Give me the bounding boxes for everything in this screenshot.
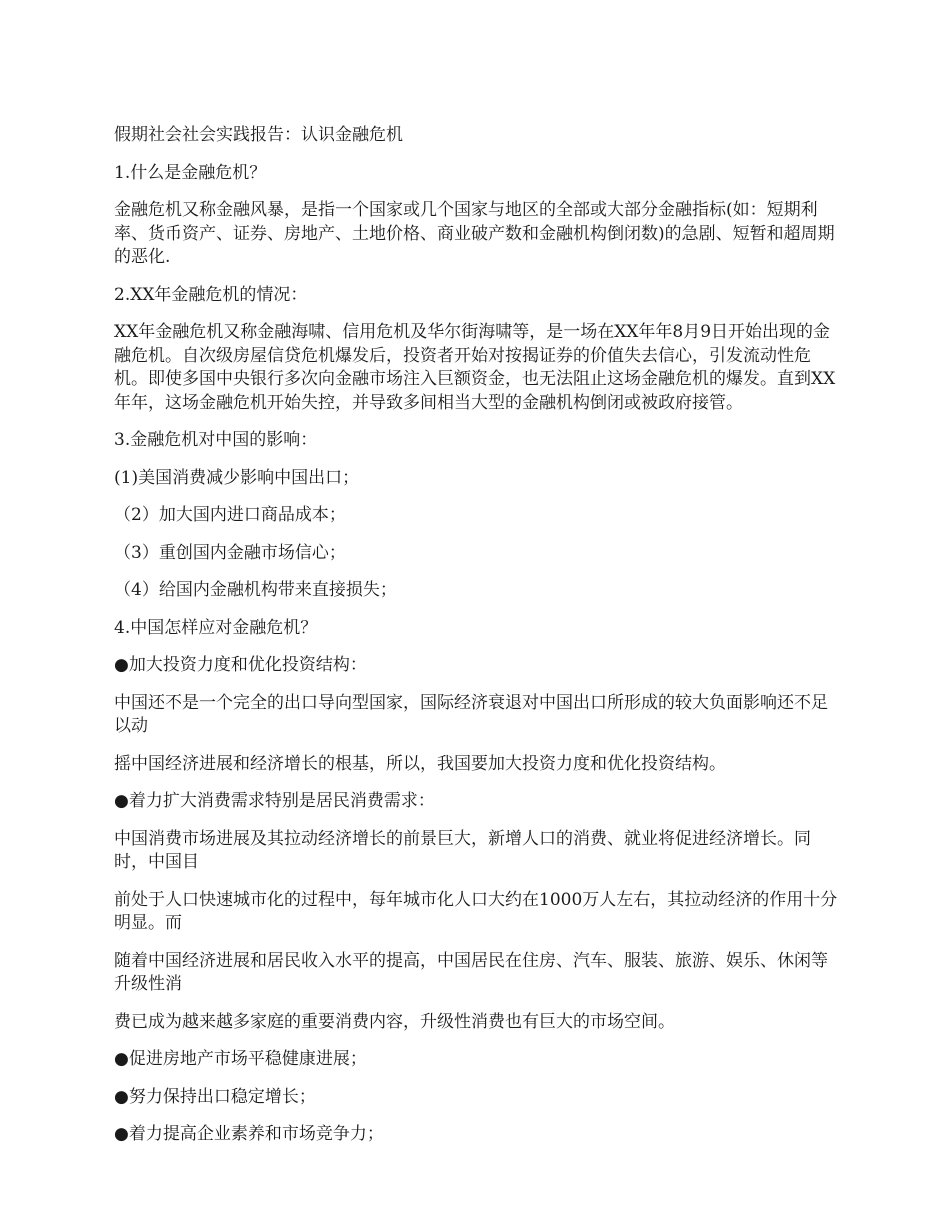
paragraph-consumption-1: 中国消费市场进展及其拉动经济增长的前景巨大，新增人口的消费、就业将促进经济增长。同时，中国目 (114, 828, 811, 872)
document-title: 假期社会社会实践报告：认识金融危机 (114, 125, 403, 145)
paragraph-consumption-3: 随着中国经济进展和居民收入水平的提高，中国居民在住房、汽车、服装、旅游、娱乐、休闲等升级性消 (114, 950, 828, 994)
section-heading-1: 1.什么是金融危机？ (114, 162, 267, 183)
section-heading-2: 2.XX年金融危机的情况： (114, 284, 308, 305)
measure-heading-enterprise: ●着力提高企业素养和市场竞争力； (114, 1124, 384, 1144)
section-heading-4: 4.中国怎样应对金融危机？ (114, 617, 318, 638)
measure-heading-exports: ●努力保持出口稳定增长； (114, 1086, 316, 1107)
measure-heading-real-estate: ●促进房地产市场平稳健康进展； (114, 1049, 367, 1069)
paragraph-investment-2: 摇中国经济进展和经济增长的根基，所以，我国要加大投资力度和优化投资结构。 (114, 753, 726, 774)
paragraph-definition: 金融危机又称金融风暴，是指一个国家或几个国家与地区的全部或大部分金融指标(如：短期利率、货币资产、证券、房地产、土地价格、商业破产数和金融机构倒闭数)的急剧、短暂和超周期的恶化. (114, 200, 835, 267)
impact-item-2: （2）加大国内进口商品成本； (114, 505, 346, 525)
paragraph-consumption-2: 前处于人口快速城市化的过程中，每年城市化人口大约在1000万人左右，其拉动经济的作用十分明显。而 (114, 889, 838, 933)
paragraph-investment-1: 中国还不是一个完全的出口导向型国家，国际经济衰退对中国出口所形成的较大负面影响还不足以动 (114, 692, 828, 736)
paragraph-consumption-4: 费已成为越来越多家庭的重要消费内容，升级性消费也有巨大的市场空间。 (114, 1011, 675, 1032)
impact-item-1: (1)美国消费减少影响中国出口； (114, 467, 360, 488)
impact-item-4: （4）给国内金融机构带来直接损失； (114, 580, 397, 600)
impact-item-3: （3）重创国内金融市场信心； (114, 542, 346, 563)
paragraph-crisis-situation: XX年金融危机又称金融海啸、信用危机及华尔街海啸等，是一场在XX年年8月9日开始出现的金融危机。自次级房屋信贷危机爆发后，投资者开始对按揭证券的价值失去信心，引发流动性危机。即使多国中央银行多次向金融市场注入巨额资金，也无法阻止这场金融危机的爆发。直到XX年年，这场金融危机开始失控，并导致多间相当大型的金融机构倒闭或被政府接管。 (114, 322, 836, 413)
measure-heading-investment: ●加大投资力度和优化投资结构： (114, 655, 367, 675)
section-heading-3: 3.金融危机对中国的影响： (114, 430, 318, 450)
document-body (114, 124, 844, 1161)
measure-heading-consumption: ●着力扩大消费需求特别是居民消费需求： (114, 791, 435, 811)
